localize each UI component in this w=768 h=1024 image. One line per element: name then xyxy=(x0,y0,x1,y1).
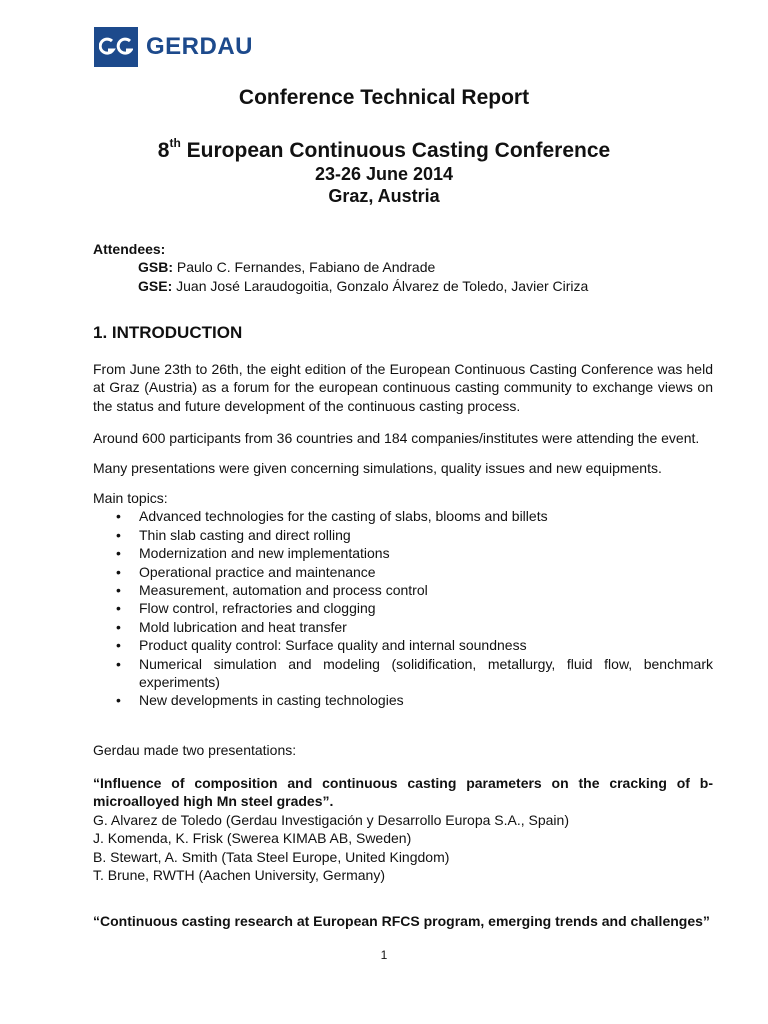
list-item xyxy=(93,507,713,525)
bullet-icon: • xyxy=(116,508,121,525)
topic-text: Modernization and new implementations xyxy=(139,545,390,562)
bullet-icon: • xyxy=(116,582,121,599)
main-topics xyxy=(93,489,713,710)
bullet-icon: • xyxy=(116,637,121,654)
intro-paragraph-2: Around 600 participants from 36 countries and 184 companies/institutes were attending the event. xyxy=(93,430,700,446)
list-item xyxy=(93,563,713,581)
list-item xyxy=(93,636,713,654)
intro-paragraph-1: From June 23th to 26th, the eight edition of the European Continuous Casting Conference was held at Graz (Austria) as a forum for the european continuous casting community to exchange views on the status and future development of the continuous casting process. xyxy=(93,361,713,414)
presentation-2 xyxy=(93,912,713,930)
list-item xyxy=(93,599,713,617)
logo-wordmark: GERDAU xyxy=(146,33,254,60)
conference-name xyxy=(0,136,768,163)
group-code: GSE: xyxy=(138,277,173,294)
presentation-author: J. Komenda, K. Frisk (Swerea KIMAB AB, Sweden) xyxy=(93,830,412,847)
topic-text: Flow control, refractories and clogging xyxy=(139,600,376,617)
presentation-author: G. Alvarez de Toledo (Gerdau Investigación y Desarrollo Europa S.A., Spain) xyxy=(93,811,569,828)
page-number: 1 xyxy=(380,948,388,962)
conference-title: European Continuous Casting Conference xyxy=(186,139,611,162)
conference-place: Graz, Austria xyxy=(328,186,440,206)
presentation-author: T. Brune, RWTH (Aachen University, Germany) xyxy=(93,867,386,884)
list-item xyxy=(93,655,713,692)
list-item xyxy=(93,581,713,599)
bullet-icon: • xyxy=(116,692,121,709)
bullet-icon: • xyxy=(116,526,121,543)
ordinal-suffix: th xyxy=(169,136,181,150)
presentation-title: “Influence of composition and continuous casting parameters on the cracking of b-microalloyed high Mn steel grades”. xyxy=(93,775,713,810)
presentations-intro: Gerdau made two presentations: xyxy=(93,742,297,758)
topic-text: Advanced technologies for the casting of slabs, blooms and billets xyxy=(139,508,548,525)
presentation-1 xyxy=(93,774,713,884)
topics-label: Main topics: xyxy=(93,490,168,506)
conference-date: 23-26 June 2014 xyxy=(314,164,454,184)
list-item xyxy=(93,544,713,562)
attendees-section xyxy=(93,240,713,295)
topic-text: New developments in casting technologies xyxy=(139,692,404,709)
gerdau-logo-mark xyxy=(94,27,138,67)
attendee-group xyxy=(93,258,713,276)
conference-details xyxy=(0,163,768,207)
gerdau-logo xyxy=(94,27,253,67)
list-item xyxy=(93,691,713,709)
presentation-author: B. Stewart, A. Smith (Tata Steel Europe, United Kingdom) xyxy=(93,848,450,865)
group-names: Paulo C. Fernandes, Fabiano de Andrade xyxy=(176,259,436,276)
bullet-icon: • xyxy=(116,618,121,635)
list-item xyxy=(93,618,713,636)
attendee-group xyxy=(93,277,713,295)
group-names: Juan José Laraudogoitia, Gonzalo Álvarez de Toledo, Javier Ciriza xyxy=(176,277,589,294)
bullet-icon: • xyxy=(116,600,121,617)
topic-text: Measurement, automation and process control xyxy=(139,582,428,599)
list-item xyxy=(93,526,713,544)
topic-text: Operational practice and maintenance xyxy=(139,563,376,580)
topic-text: Numerical simulation and modeling (solidification, metallurgy, fluid flow, benchmark experiments) xyxy=(139,655,713,691)
report-title: Conference Technical Report xyxy=(238,86,530,109)
topic-text: Mold lubrication and heat transfer xyxy=(139,618,347,635)
introduction-heading: 1. INTRODUCTION xyxy=(93,323,243,342)
ordinal-number: 8 xyxy=(157,139,170,162)
bullet-icon: • xyxy=(116,655,121,672)
presentation-title: “Continuous casting research at European RFCS program, emerging trends and challenges” xyxy=(93,913,710,929)
bullet-icon: • xyxy=(116,563,121,580)
topic-text: Product quality control: Surface quality and internal soundness xyxy=(139,637,527,654)
attendees-label: Attendees: xyxy=(93,241,166,257)
intro-paragraph-3: Many presentations were given concerning simulations, quality issues and new equipments. xyxy=(93,460,662,476)
group-code: GSB: xyxy=(138,259,173,276)
topic-text: Thin slab casting and direct rolling xyxy=(139,526,351,543)
gg-logo-icon xyxy=(99,36,133,58)
bullet-icon: • xyxy=(116,545,121,562)
topics-list xyxy=(93,507,713,709)
